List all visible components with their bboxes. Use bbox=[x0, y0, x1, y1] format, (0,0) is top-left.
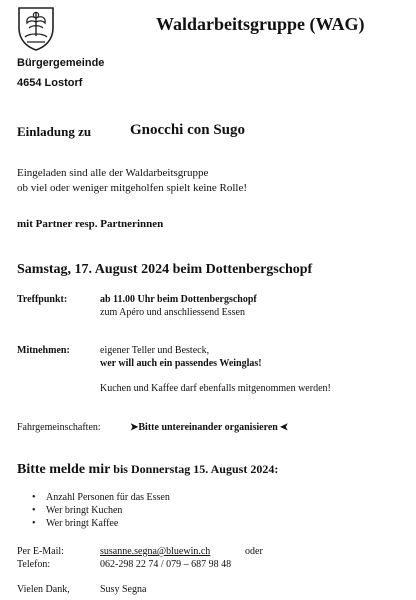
carpool-note bbox=[130, 422, 289, 433]
register-heading-main: Bitte melde mir bbox=[17, 462, 111, 477]
bring-label: Mitnehmen: bbox=[17, 345, 70, 356]
list-item: • Wer bringt Kaffee bbox=[32, 517, 170, 530]
register-heading bbox=[17, 461, 278, 478]
phone-numbers: 062-298 22 74 / 079 – 687 98 48 bbox=[100, 559, 232, 570]
phone-label: Telefon: bbox=[17, 559, 51, 570]
carpool-label: Fahrgemeinschaften: bbox=[17, 422, 101, 433]
bring-line-1: eigener Teller und Besteck, bbox=[100, 345, 210, 356]
bring-line-3: Kuchen und Kaffee darf ebenfalls mitgenommen werden! bbox=[100, 383, 331, 394]
contact-or: oder bbox=[245, 546, 263, 557]
document-title: Waldarbeitsgruppe (WAG) bbox=[156, 14, 365, 34]
intro-line-2: ob viel oder weniger mitgeholfen spielt keine Rolle! bbox=[17, 182, 248, 194]
invitation-dish: Gnocchi con Sugo bbox=[130, 122, 246, 138]
intro-line-1: Eingeladen sind alle der Waldarbeitsgruppe bbox=[17, 167, 209, 179]
municipality-place: 4654 Lostorf bbox=[17, 77, 83, 89]
closing-thanks: Vielen Dank, bbox=[17, 584, 70, 595]
meeting-detail: zum Apéro und anschliessend Essen bbox=[100, 307, 245, 318]
list-item: • Wer bringt Kuchen bbox=[32, 504, 170, 517]
bring-line-2: wer will auch ein passendes Weinglas! bbox=[100, 358, 262, 369]
email-link[interactable]: susanne.segna@bluewin.ch bbox=[100, 546, 211, 557]
meeting-time: ab 11.00 Uhr beim Dottenbergschopf bbox=[100, 294, 257, 305]
arrow-left-icon: ➤ bbox=[280, 422, 289, 433]
arrow-right-icon: ➤ bbox=[130, 422, 139, 433]
invitation-label: Einladung zu bbox=[17, 124, 92, 139]
closing-name: Susy Segna bbox=[100, 584, 147, 595]
meeting-label: Treffpunkt: bbox=[17, 294, 68, 305]
event-heading: Samstag, 17. August 2024 beim Dottenbergschopf bbox=[17, 262, 313, 277]
municipality-name: Bürgergemeinde bbox=[17, 57, 105, 69]
register-items bbox=[32, 491, 170, 530]
email-label: Per E-Mail: bbox=[17, 546, 64, 557]
partner-note: mit Partner resp. Partnerinnen bbox=[17, 218, 164, 230]
list-item: • Anzahl Personen für das Essen bbox=[32, 491, 170, 504]
register-heading-date: bis Donnerstag 15. August 2024: bbox=[110, 462, 279, 476]
municipality-crest-icon bbox=[17, 6, 55, 52]
carpool-text: Bitte untereinander organisieren bbox=[138, 422, 278, 433]
